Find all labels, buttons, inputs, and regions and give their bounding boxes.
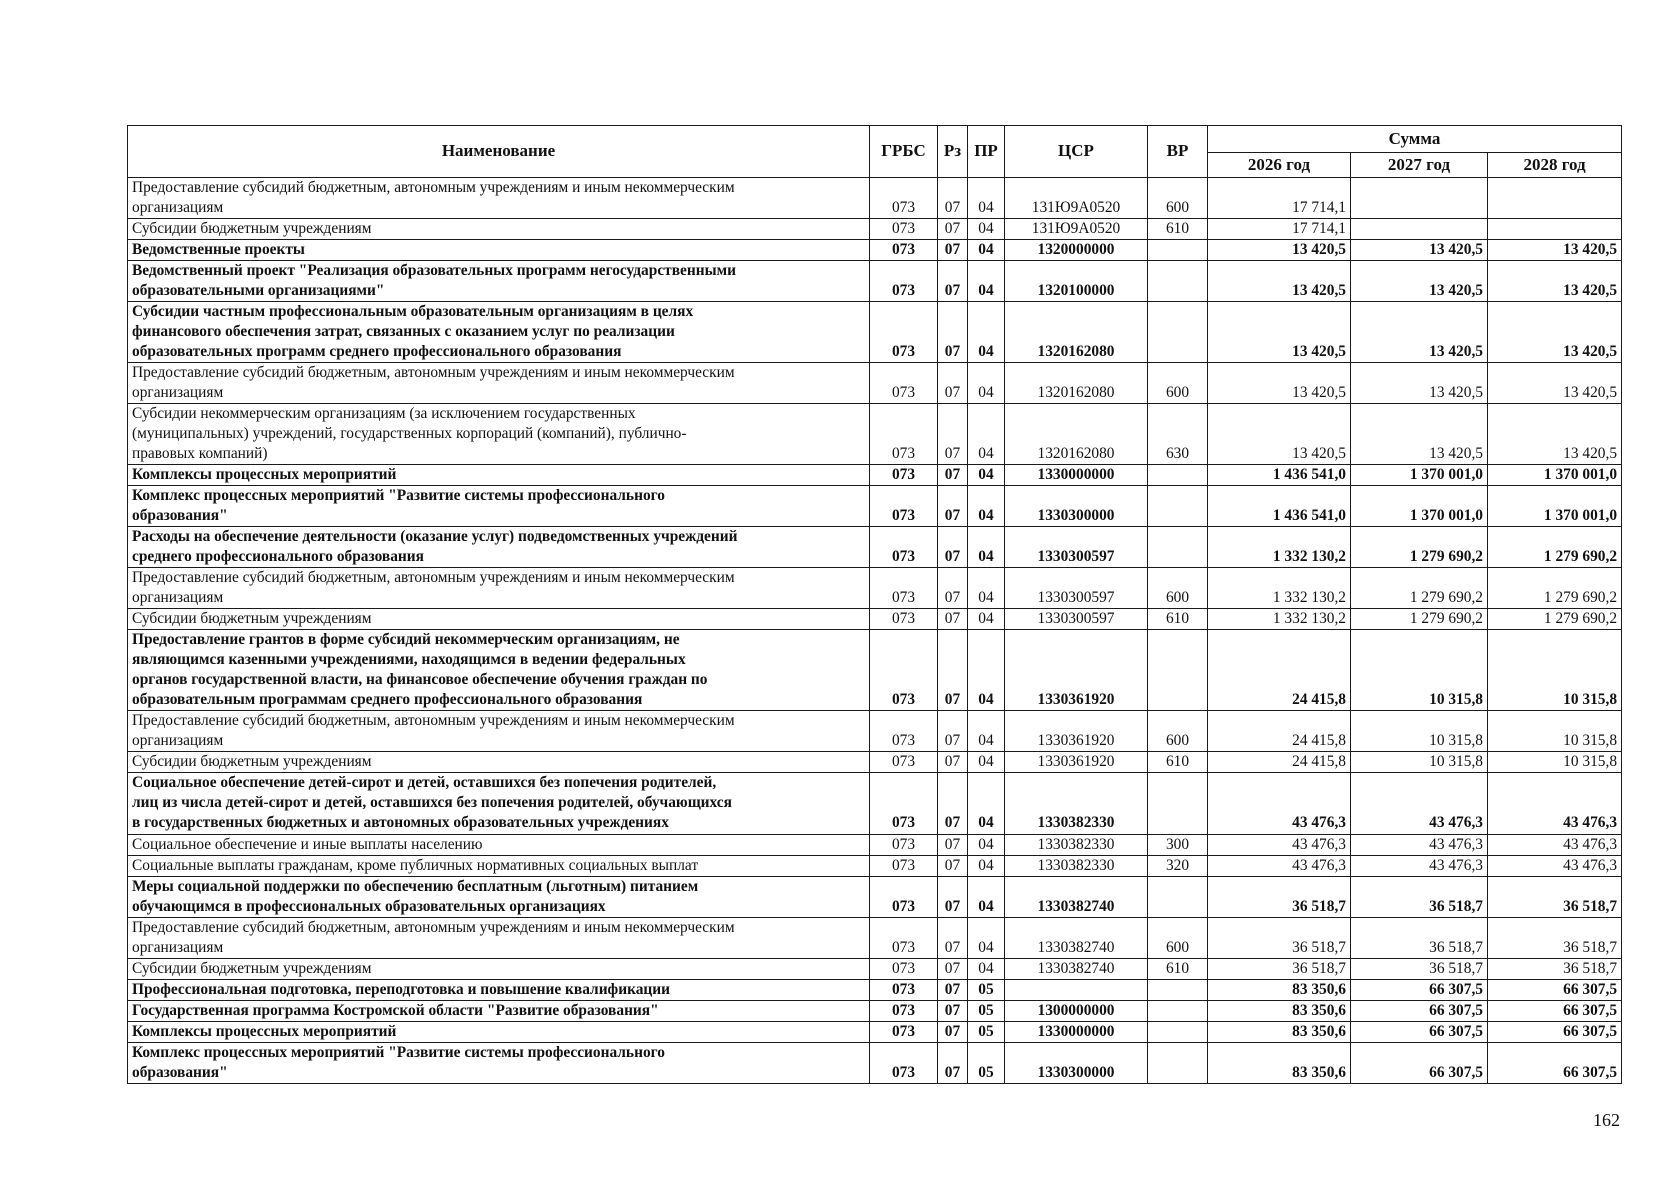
cell-grbs: 073 — [870, 527, 938, 568]
cell-rz: 07 — [938, 609, 968, 630]
cell-sum-2026: 24 415,8 — [1208, 630, 1351, 711]
table-row — [128, 1021, 1622, 1042]
header-rz: Рз — [938, 126, 968, 178]
cell-name: Комплексы процессных мероприятий — [128, 1021, 870, 1042]
table-row — [128, 1000, 1622, 1021]
cell-csr: 1330300597 — [1005, 609, 1148, 630]
cell-pr: 05 — [968, 1042, 1005, 1083]
cell-pr: 04 — [968, 465, 1005, 486]
cell-grbs: 073 — [870, 834, 938, 855]
cell-sum-2027: 1 370 001,0 — [1351, 486, 1488, 527]
cell-grbs: 073 — [870, 363, 938, 404]
cell-sum-2026: 17 714,1 — [1208, 219, 1351, 240]
table-row — [128, 486, 1622, 527]
header-year-2027: 2027 год — [1351, 153, 1488, 178]
cell-pr: 04 — [968, 261, 1005, 302]
table-row — [128, 876, 1622, 917]
cell-csr: 1330300000 — [1005, 486, 1148, 527]
cell-pr: 04 — [968, 404, 1005, 465]
cell-name: Субсидии бюджетным учреждениям — [128, 958, 870, 979]
table-row — [128, 465, 1622, 486]
cell-csr: 1330382740 — [1005, 917, 1148, 958]
cell-pr: 04 — [968, 568, 1005, 609]
cell-rz: 07 — [938, 958, 968, 979]
cell-vr — [1148, 465, 1208, 486]
table-row — [128, 1042, 1622, 1083]
cell-vr — [1148, 302, 1208, 363]
table-row — [128, 609, 1622, 630]
cell-name: Предоставление субсидий бюджетным, автономным учреждениям и иным некоммерческим организациям — [128, 917, 870, 958]
cell-sum-2028: 36 518,7 — [1488, 917, 1622, 958]
cell-csr: 1330361920 — [1005, 711, 1148, 752]
cell-sum-2026: 83 350,6 — [1208, 1021, 1351, 1042]
cell-name: Комплекс процессных мероприятий "Развитие системы профессионального образования" — [128, 486, 870, 527]
cell-csr: 1330300597 — [1005, 568, 1148, 609]
cell-name: Социальное обеспечение и иные выплаты населению — [128, 834, 870, 855]
cell-sum-2026: 1 332 130,2 — [1208, 527, 1351, 568]
cell-sum-2027: 13 420,5 — [1351, 302, 1488, 363]
cell-vr: 600 — [1148, 917, 1208, 958]
cell-sum-2028: 43 476,3 — [1488, 834, 1622, 855]
page-number: 162 — [1593, 1110, 1620, 1130]
cell-grbs: 073 — [870, 711, 938, 752]
cell-csr: 1330382740 — [1005, 876, 1148, 917]
table-row — [128, 979, 1622, 1000]
cell-csr: 1330000000 — [1005, 465, 1148, 486]
cell-pr: 04 — [968, 752, 1005, 773]
cell-rz: 07 — [938, 1042, 968, 1083]
cell-sum-2026: 24 415,8 — [1208, 752, 1351, 773]
cell-vr — [1148, 773, 1208, 834]
cell-name: Субсидии некоммерческим организациям (за исключением государственных (муниципальных) учреждений, государственных корпораций (компаний), публично- правовых компаний) — [128, 404, 870, 465]
cell-pr: 04 — [968, 219, 1005, 240]
cell-sum-2028: 13 420,5 — [1488, 363, 1622, 404]
cell-pr: 04 — [968, 486, 1005, 527]
cell-rz: 07 — [938, 773, 968, 834]
cell-sum-2028: 66 307,5 — [1488, 1021, 1622, 1042]
cell-name: Социальное обеспечение детей-сирот и детей, оставшихся без попечения родителей, лиц из числа детей-сирот и детей, оставшихся без попечения родителей, обучающихся в государственных бюджетных и автономных образовательных учреждениях — [128, 773, 870, 834]
cell-csr: 1330361920 — [1005, 630, 1148, 711]
cell-grbs: 073 — [870, 876, 938, 917]
cell-sum-2028: 36 518,7 — [1488, 958, 1622, 979]
cell-vr — [1148, 486, 1208, 527]
table-row — [128, 917, 1622, 958]
cell-name: Меры социальной поддержки по обеспечению бесплатным (льготным) питанием обучающимся в профессиональных образовательных организациях — [128, 876, 870, 917]
cell-rz: 07 — [938, 219, 968, 240]
cell-csr: 1320100000 — [1005, 261, 1148, 302]
cell-grbs: 073 — [870, 1042, 938, 1083]
cell-sum-2026: 36 518,7 — [1208, 876, 1351, 917]
cell-grbs: 073 — [870, 773, 938, 834]
cell-sum-2027: 36 518,7 — [1351, 917, 1488, 958]
cell-pr: 04 — [968, 240, 1005, 261]
cell-csr: 1330382740 — [1005, 958, 1148, 979]
cell-sum-2026: 1 436 541,0 — [1208, 486, 1351, 527]
cell-sum-2028: 1 279 690,2 — [1488, 568, 1622, 609]
cell-rz: 07 — [938, 261, 968, 302]
cell-sum-2027: 1 370 001,0 — [1351, 465, 1488, 486]
cell-rz: 07 — [938, 1000, 968, 1021]
table-row — [128, 958, 1622, 979]
cell-sum-2026: 13 420,5 — [1208, 302, 1351, 363]
cell-rz: 07 — [938, 917, 968, 958]
cell-sum-2027: 36 518,7 — [1351, 958, 1488, 979]
cell-sum-2028: 10 315,8 — [1488, 630, 1622, 711]
cell-grbs: 073 — [870, 404, 938, 465]
cell-rz: 07 — [938, 527, 968, 568]
cell-sum-2028 — [1488, 219, 1622, 240]
cell-name: Субсидии бюджетным учреждениям — [128, 609, 870, 630]
cell-sum-2026: 13 420,5 — [1208, 404, 1351, 465]
cell-name: Предоставление субсидий бюджетным, автономным учреждениям и иным некоммерческим организациям — [128, 568, 870, 609]
cell-rz: 07 — [938, 711, 968, 752]
cell-name: Предоставление субсидий бюджетным, автономным учреждениям и иным некоммерческим организациям — [128, 363, 870, 404]
cell-sum-2026: 83 350,6 — [1208, 979, 1351, 1000]
cell-grbs: 073 — [870, 609, 938, 630]
cell-csr: 1320162080 — [1005, 404, 1148, 465]
cell-csr: 1330300000 — [1005, 1042, 1148, 1083]
cell-sum-2027 — [1351, 219, 1488, 240]
cell-sum-2027: 66 307,5 — [1351, 1042, 1488, 1083]
cell-vr: 600 — [1148, 711, 1208, 752]
cell-pr: 04 — [968, 855, 1005, 876]
cell-vr — [1148, 630, 1208, 711]
cell-rz: 07 — [938, 630, 968, 711]
cell-sum-2027: 13 420,5 — [1351, 261, 1488, 302]
cell-rz: 07 — [938, 486, 968, 527]
cell-vr: 320 — [1148, 855, 1208, 876]
cell-rz: 07 — [938, 834, 968, 855]
table-header — [128, 126, 1622, 178]
cell-sum-2026: 43 476,3 — [1208, 855, 1351, 876]
cell-sum-2026: 43 476,3 — [1208, 773, 1351, 834]
cell-sum-2028: 13 420,5 — [1488, 302, 1622, 363]
cell-rz: 07 — [938, 363, 968, 404]
cell-rz: 07 — [938, 876, 968, 917]
cell-rz: 07 — [938, 1021, 968, 1042]
cell-vr — [1148, 527, 1208, 568]
cell-sum-2027: 13 420,5 — [1351, 404, 1488, 465]
cell-vr — [1148, 1000, 1208, 1021]
header-name: Наименование — [128, 126, 870, 178]
cell-pr: 05 — [968, 1021, 1005, 1042]
cell-sum-2027: 13 420,5 — [1351, 240, 1488, 261]
table-row — [128, 527, 1622, 568]
cell-sum-2028: 1 370 001,0 — [1488, 465, 1622, 486]
cell-pr: 04 — [968, 302, 1005, 363]
cell-sum-2027: 43 476,3 — [1351, 855, 1488, 876]
cell-sum-2026: 13 420,5 — [1208, 240, 1351, 261]
header-year-2026: 2026 год — [1208, 153, 1351, 178]
cell-csr: 131Ю9А0520 — [1005, 178, 1148, 219]
cell-grbs: 073 — [870, 302, 938, 363]
cell-pr: 04 — [968, 178, 1005, 219]
cell-grbs: 073 — [870, 917, 938, 958]
cell-sum-2028: 1 279 690,2 — [1488, 527, 1622, 568]
table-row — [128, 711, 1622, 752]
cell-csr: 1320162080 — [1005, 302, 1148, 363]
cell-sum-2026: 24 415,8 — [1208, 711, 1351, 752]
cell-csr — [1005, 979, 1148, 1000]
cell-csr: 1330361920 — [1005, 752, 1148, 773]
cell-name: Субсидии бюджетным учреждениям — [128, 752, 870, 773]
cell-sum-2028: 66 307,5 — [1488, 1042, 1622, 1083]
cell-sum-2027: 66 307,5 — [1351, 1000, 1488, 1021]
cell-grbs: 073 — [870, 855, 938, 876]
cell-csr: 1330382330 — [1005, 834, 1148, 855]
cell-grbs: 073 — [870, 1000, 938, 1021]
cell-vr: 630 — [1148, 404, 1208, 465]
cell-vr: 610 — [1148, 958, 1208, 979]
cell-sum-2027: 43 476,3 — [1351, 834, 1488, 855]
cell-pr: 04 — [968, 834, 1005, 855]
cell-sum-2026: 1 332 130,2 — [1208, 609, 1351, 630]
cell-pr: 04 — [968, 363, 1005, 404]
cell-sum-2027: 66 307,5 — [1351, 979, 1488, 1000]
cell-name: Ведомственный проект "Реализация образовательных программ негосударственными образовательными организациями" — [128, 261, 870, 302]
cell-grbs: 073 — [870, 752, 938, 773]
cell-grbs: 073 — [870, 958, 938, 979]
header-vr: ВР — [1148, 126, 1208, 178]
header-pr: ПР — [968, 126, 1005, 178]
cell-csr: 1320000000 — [1005, 240, 1148, 261]
table-row — [128, 752, 1622, 773]
cell-sum-2028: 66 307,5 — [1488, 1000, 1622, 1021]
cell-rz: 07 — [938, 979, 968, 1000]
table-row — [128, 219, 1622, 240]
cell-sum-2027: 13 420,5 — [1351, 363, 1488, 404]
cell-sum-2028: 1 279 690,2 — [1488, 609, 1622, 630]
cell-sum-2028: 13 420,5 — [1488, 240, 1622, 261]
cell-vr: 300 — [1148, 834, 1208, 855]
cell-csr: 1330382330 — [1005, 773, 1148, 834]
table-row — [128, 261, 1622, 302]
cell-sum-2027: 36 518,7 — [1351, 876, 1488, 917]
cell-grbs: 073 — [870, 178, 938, 219]
table-row — [128, 404, 1622, 465]
cell-sum-2027: 1 279 690,2 — [1351, 527, 1488, 568]
table-body — [128, 178, 1622, 1084]
cell-sum-2026: 13 420,5 — [1208, 261, 1351, 302]
cell-rz: 07 — [938, 465, 968, 486]
table-row — [128, 178, 1622, 219]
cell-sum-2026: 17 714,1 — [1208, 178, 1351, 219]
cell-sum-2026: 83 350,6 — [1208, 1042, 1351, 1083]
cell-pr: 04 — [968, 609, 1005, 630]
budget-table — [127, 125, 1622, 1084]
cell-pr: 04 — [968, 630, 1005, 711]
table-row — [128, 568, 1622, 609]
cell-vr — [1148, 240, 1208, 261]
cell-rz: 07 — [938, 178, 968, 219]
cell-rz: 07 — [938, 752, 968, 773]
cell-sum-2028: 43 476,3 — [1488, 855, 1622, 876]
cell-grbs: 073 — [870, 979, 938, 1000]
cell-name: Субсидии бюджетным учреждениям — [128, 219, 870, 240]
cell-name: Комплексы процессных мероприятий — [128, 465, 870, 486]
cell-csr: 1330382330 — [1005, 855, 1148, 876]
cell-pr: 04 — [968, 711, 1005, 752]
cell-sum-2026: 1 332 130,2 — [1208, 568, 1351, 609]
header-grbs: ГРБС — [870, 126, 938, 178]
cell-rz: 07 — [938, 855, 968, 876]
cell-grbs: 073 — [870, 1021, 938, 1042]
cell-grbs: 073 — [870, 630, 938, 711]
cell-grbs: 073 — [870, 240, 938, 261]
cell-csr: 1300000000 — [1005, 1000, 1148, 1021]
cell-vr — [1148, 261, 1208, 302]
cell-name: Комплекс процессных мероприятий "Развитие системы профессионального образования" — [128, 1042, 870, 1083]
cell-vr — [1148, 876, 1208, 917]
table-row — [128, 834, 1622, 855]
cell-sum-2027: 66 307,5 — [1351, 1021, 1488, 1042]
header-sum: Сумма — [1208, 126, 1622, 153]
cell-vr — [1148, 979, 1208, 1000]
cell-grbs: 073 — [870, 465, 938, 486]
cell-csr: 1330000000 — [1005, 1021, 1148, 1042]
cell-sum-2027 — [1351, 178, 1488, 219]
table-row — [128, 773, 1622, 834]
cell-sum-2027: 1 279 690,2 — [1351, 568, 1488, 609]
cell-name: Расходы на обеспечение деятельности (оказание услуг) подведомственных учреждений среднего профессионального образования — [128, 527, 870, 568]
cell-vr — [1148, 1042, 1208, 1083]
cell-sum-2028 — [1488, 178, 1622, 219]
cell-vr: 600 — [1148, 178, 1208, 219]
header-csr: ЦСР — [1005, 126, 1148, 178]
cell-name: Профессиональная подготовка, переподготовка и повышение квалификации — [128, 979, 870, 1000]
cell-rz: 07 — [938, 404, 968, 465]
cell-name: Ведомственные проекты — [128, 240, 870, 261]
cell-vr — [1148, 1021, 1208, 1042]
cell-sum-2026: 36 518,7 — [1208, 958, 1351, 979]
cell-csr: 131Ю9А0520 — [1005, 219, 1148, 240]
cell-pr: 04 — [968, 876, 1005, 917]
table-row — [128, 302, 1622, 363]
cell-sum-2028: 43 476,3 — [1488, 773, 1622, 834]
table-row — [128, 363, 1622, 404]
cell-rz: 07 — [938, 568, 968, 609]
cell-sum-2027: 10 315,8 — [1351, 752, 1488, 773]
cell-sum-2027: 1 279 690,2 — [1351, 609, 1488, 630]
cell-name: Социальные выплаты гражданам, кроме публичных нормативных социальных выплат — [128, 855, 870, 876]
cell-rz: 07 — [938, 240, 968, 261]
cell-sum-2027: 10 315,8 — [1351, 711, 1488, 752]
cell-rz: 07 — [938, 302, 968, 363]
cell-vr: 610 — [1148, 609, 1208, 630]
cell-sum-2028: 13 420,5 — [1488, 404, 1622, 465]
cell-pr: 05 — [968, 979, 1005, 1000]
table-row — [128, 855, 1622, 876]
cell-sum-2027: 10 315,8 — [1351, 630, 1488, 711]
cell-vr: 600 — [1148, 363, 1208, 404]
header-year-2028: 2028 год — [1488, 153, 1622, 178]
cell-pr: 04 — [968, 958, 1005, 979]
cell-grbs: 073 — [870, 219, 938, 240]
cell-name: Государственная программа Костромской области "Развитие образования" — [128, 1000, 870, 1021]
cell-sum-2028: 13 420,5 — [1488, 261, 1622, 302]
cell-sum-2026: 1 436 541,0 — [1208, 465, 1351, 486]
cell-sum-2028: 36 518,7 — [1488, 876, 1622, 917]
cell-pr: 04 — [968, 773, 1005, 834]
cell-vr: 610 — [1148, 219, 1208, 240]
cell-pr: 04 — [968, 527, 1005, 568]
cell-sum-2026: 36 518,7 — [1208, 917, 1351, 958]
table-row — [128, 240, 1622, 261]
cell-vr: 600 — [1148, 568, 1208, 609]
cell-name: Субсидии частным профессиональным образовательным организациям в целях финансового обеспечения затрат, связанных с оказанием услуг по реализации образовательных программ среднего профессионального образования — [128, 302, 870, 363]
cell-name: Предоставление грантов в форме субсидий некоммерческим организациям, не являющимся казенными учреждениями, находящимся в ведении федеральных органов государственной власти, на финансовое обеспечение обучения граждан по образовательным программам среднего профессионального образования — [128, 630, 870, 711]
cell-sum-2028: 66 307,5 — [1488, 979, 1622, 1000]
cell-pr: 04 — [968, 917, 1005, 958]
cell-pr: 05 — [968, 1000, 1005, 1021]
cell-sum-2026: 43 476,3 — [1208, 834, 1351, 855]
cell-grbs: 073 — [870, 261, 938, 302]
cell-grbs: 073 — [870, 486, 938, 527]
cell-vr: 610 — [1148, 752, 1208, 773]
cell-sum-2027: 43 476,3 — [1351, 773, 1488, 834]
cell-name: Предоставление субсидий бюджетным, автономным учреждениям и иным некоммерческим организациям — [128, 711, 870, 752]
cell-grbs: 073 — [870, 568, 938, 609]
cell-sum-2026: 13 420,5 — [1208, 363, 1351, 404]
cell-name: Предоставление субсидий бюджетным, автономным учреждениям и иным некоммерческим организациям — [128, 178, 870, 219]
cell-csr: 1330300597 — [1005, 527, 1148, 568]
cell-sum-2028: 10 315,8 — [1488, 752, 1622, 773]
cell-sum-2028: 1 370 001,0 — [1488, 486, 1622, 527]
table-row — [128, 630, 1622, 711]
cell-sum-2028: 10 315,8 — [1488, 711, 1622, 752]
cell-csr: 1320162080 — [1005, 363, 1148, 404]
cell-sum-2026: 83 350,6 — [1208, 1000, 1351, 1021]
